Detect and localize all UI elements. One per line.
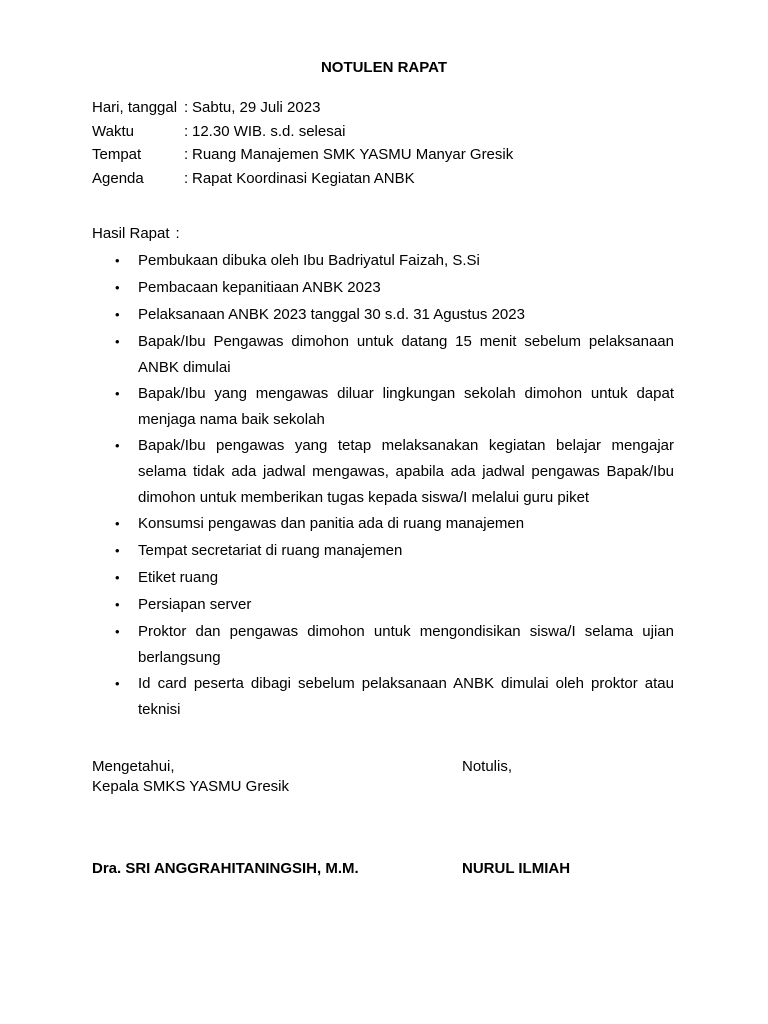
meta-value: Ruang Manajemen SMK YASMU Manyar Gresik [192,146,514,163]
list-item [92,381,674,433]
results-heading [92,222,180,246]
list-item [92,275,674,301]
list-item-text: Konsumsi pengawas dan panitia ada di ruang manajemen [138,515,525,532]
meta-row-agenda [92,167,692,191]
acknowledgement-label: Mengetahui, [92,758,175,775]
principal-name: Dra. SRI ANGGRAHITANINGSIH, M.M. [92,860,359,877]
meeting-details [92,96,692,190]
list-item [92,248,674,274]
meta-label: Waktu [92,122,134,140]
list-item-text: Persiapan server [138,596,252,613]
list-item [92,433,674,511]
results-colon: : [175,225,180,242]
bullet-icon: • [115,597,120,612]
meta-row-time [92,120,692,144]
results-label: Hasil Rapat [92,225,170,242]
meta-value: 12.30 WIB. s.d. selesai [192,122,346,140]
bullet-icon: • [115,307,120,322]
list-item-text: Proktor dan pengawas dimohon untuk mengondisikan siswa/I selama ujian berlangsung [138,623,674,666]
list-item [92,565,674,591]
list-item [92,619,674,671]
results-list [92,248,674,723]
bullet-icon: • [115,334,120,349]
bullet-icon: • [115,516,120,531]
list-item-text: Bapak/Ibu yang mengawas diluar lingkungan sekolah dimohon untuk dapat menjaga nama baik sekolah [138,385,674,428]
signature-block-left [92,757,289,797]
meta-separator: : [184,122,189,140]
bullet-icon: • [115,676,120,691]
meta-row-place [92,143,692,167]
list-item-text: Id card peserta dibagi sebelum pelaksanaan ANBK dimulai oleh proktor atau teknisi [138,675,674,718]
list-item [92,329,674,381]
list-item [92,511,674,537]
meta-value: Sabtu, 29 Juli 2023 [192,99,321,116]
principal-title: Kepala SMKS YASMU Gresik [92,778,290,795]
list-item-text: Pembukaan dibuka oleh Ibu Badriyatul Faizah, S.Si [138,252,480,269]
bullet-icon: • [115,386,120,401]
meta-value: Rapat Koordinasi Kegiatan ANBK [192,169,415,187]
meta-label: Tempat [92,146,142,163]
signature-block-right [462,757,512,777]
bullet-icon: • [115,570,120,585]
list-item-text: Etiket ruang [138,569,219,586]
list-item-text: Tempat secretariat di ruang manajemen [138,542,403,559]
list-item [92,302,674,328]
meta-separator: : [184,169,189,187]
list-item-text: Pelaksanaan ANBK 2023 tanggal 30 s.d. 31 Agustus 2023 [138,306,525,323]
bullet-icon: • [115,438,120,453]
meta-separator: : [184,99,189,116]
bullet-icon: • [115,624,120,639]
list-item [92,538,674,564]
list-item [92,592,674,618]
meta-label: Agenda [92,169,144,187]
note-taker-label: Notulis, [462,758,513,775]
bullet-icon: • [115,253,120,268]
list-item [92,671,674,723]
meta-separator: : [184,146,189,163]
list-item-text: Bapak/Ibu Pengawas dimohon untuk datang 15 menit sebelum pelaksanaan ANBK dimulai [138,333,674,376]
bullet-icon: • [115,280,120,295]
meta-label: Hari, tanggal [92,99,178,116]
note-taker-name: NURUL ILMIAH [462,860,571,877]
document-title: NOTULEN RAPAT [320,59,448,76]
list-item-text: Bapak/Ibu pengawas yang tetap melaksanakan kegiatan belajar mengajar selama tidak ada jadwal mengawas, apabila ada jadwal pengawas Bapak/Ibu dimohon untuk memberikan tugas kepada siswa/I melalui guru piket [138,437,674,506]
meta-row-date [92,96,692,120]
bullet-icon: • [115,543,120,558]
list-item-text: Pembacaan kepanitiaan ANBK 2023 [138,279,381,296]
